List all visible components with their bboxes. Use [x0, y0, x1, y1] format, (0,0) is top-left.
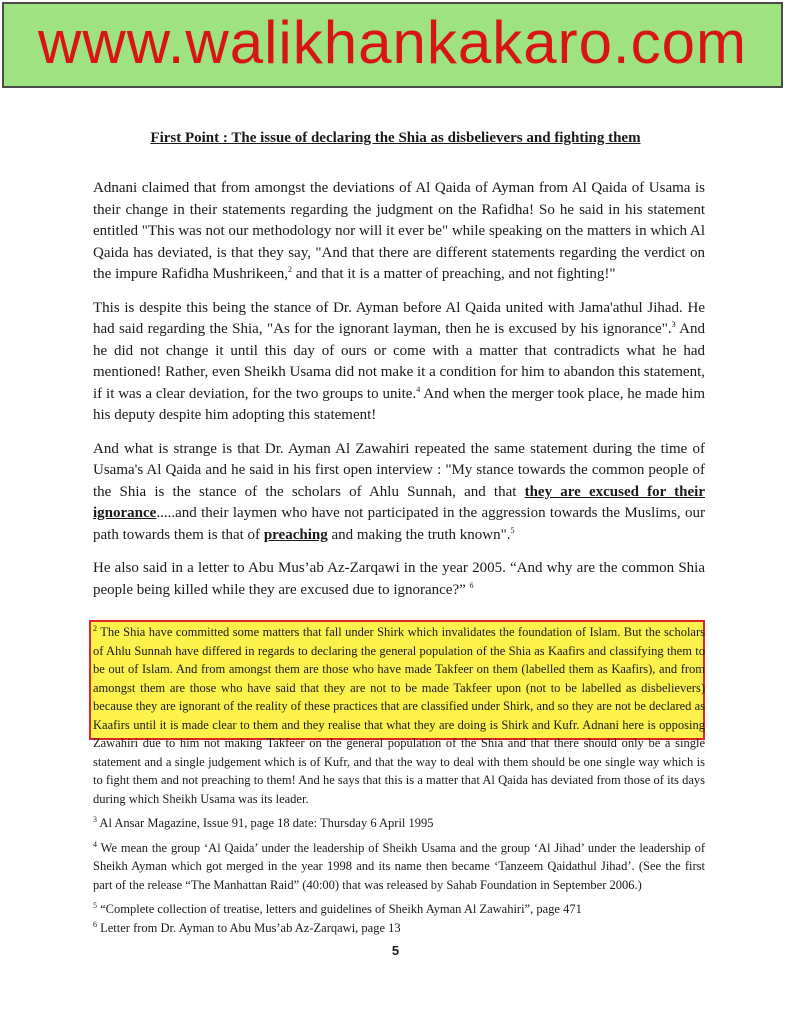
page-number: 5: [391, 943, 400, 958]
footnote-ref-2[interactable]: 2: [287, 265, 292, 274]
emphasis-preaching: preaching: [263, 526, 328, 543]
footnote-ref-6[interactable]: 6: [469, 580, 474, 590]
footnote-6: $^6$ Letter from Dr. Ayman to Abu Mus’ab Az-Zarqawi, page 13: [93, 919, 401, 935]
body-text: [93, 178, 705, 613]
paragraph-1: Adnani claimed that from amongst the deviations of Al Qaida of Ayman from Al Qaida of Usama is their change in their statements regarding the judgment on the Rafidha! So he said in his statement entitled "This was not our methodology nor will it ever be" while speaking on the matters in which Al Qaida has deviated, is that they say, "And that there are different statements regarding the verdict on the impure Rafidha Mushrikeen,$^2$ and that it is a matter of preaching, and not fighting!": [93, 180, 705, 282]
site-url: www.walikhankakaro.com: [38, 9, 747, 76]
footnote-2: $^2$ The Shia have committed some matters that fall under Shirk which invalidates the foundation of Islam. But the scholars of Ahlu Sunnah have differed in regards to declaring the general population of the Shia as Kaafirs and classifying them to be out of Islam. And from amongst them are those who have made Takfeer on them (labelled them as Kaafirs), and from amongst them are those who have said that they are not to be made Takfeer upon (not to be labelled as disbelievers) because they are ignorant of the reality of these practices that are classified under Shirk, and so they are not be declared as Kaafirs until it is made clear to them and they realise that what they are doing is Shirk and Kufr. Adnani here is opposing Zawahiri due to him not making Takfeer on the general population of the Shia and that there should only be a single statement and a single judgement which is of Kufr, and that the way to deal with them should be one single way which is to fight them and not preaching to them! And he says that this is a matter that Al Qaida has deviated from those of its days during which Sheikh Usama was its leader.: [93, 623, 705, 806]
paragraph-4: He also said in a letter to Abu Mus’ab Az-Zarqawi in the year 2005. “And why are the common Shia people being killed while they are excused due to ignorance?” $^6$: [93, 560, 705, 598]
footnote-5: $^5$ “Complete collection of treatise, letters and guidelines of Sheikh Ayman Al Zawahiri”, page 471: [93, 900, 582, 916]
footnote-3: $^3$ Al Ansar Magazine, Issue 91, page 18 date: Thursday 6 April 1995: [93, 814, 434, 830]
footnote-ref-5[interactable]: 5: [510, 525, 515, 535]
site-banner: [2, 2, 783, 88]
footnotes: [93, 623, 705, 943]
paragraph-2: This is despite this being the stance of Dr. Ayman before Al Qaida united with Jama'athul Jihad. He had said regarding the Shia, "As for the ignorant layman, then he is excused by his ignorance".$^3$ And he did not change it until this day of ours or come with a matter that contradicts what he had mentioned! Rather, even Sheikh Usama did not make it a condition for him to abandon this statement, if it was a clear deviation, for the two groups to unite.$^4$ And when the merger took place, he made him his deputy despite him adopting this statement!: [93, 299, 705, 423]
footnote-ref-4[interactable]: 4: [416, 384, 421, 394]
footnote-2-highlighted: The Shia have committed some matters that fall under Shirk which invalidates the foundation of Islam. But the scholars of Ahlu Sunnah have differed in regards to declaring the general population of the Shia as Kaafirs and classifying them to be out of Islam. And from amongst them are those who have made Takfeer on them (labelled them as Kaafirs), and from amongst them are those who have said that they are not to be made Takfeer upon (not to be labelled as disbelievers) because they are ignorant of the reality of these practices that are classified under Shirk, and so they are not be declared as Kaafirs until it is made clear to them and they realise that what they are doing is Shirk and Kufr.: [93, 625, 705, 732]
footnote-ref-3[interactable]: 3: [671, 320, 676, 329]
emphasis-excused: they are excused for their ignorance: [93, 483, 705, 521]
paragraph-3: And what is strange is that Dr. Ayman Al Zawahiri repeated the same statement during the time of Usama's Al Qaida and he said in his first open interview : "My stance towards the common people of the Shia is the stance of the scholars of Ahlu Sunnah, and that they are excused for their ignorance.....and their laymen who have not participated in the aggression towards the Muslims, our path towards them is that of preaching and making the truth known".$^5$: [93, 440, 705, 543]
section-heading: First Point : The issue of declaring the Shia as disbelievers and fighting them: [150, 130, 641, 146]
footnote-4: $^4$ We mean the group ‘Al Qaida’ under the leadership of Sheikh Usama and the group ‘Al Jihad’ under the leadership of Sheikh Ayman which got merged in the year 1998 and its name then became ‘Tanzeem Qaidathul Jihad’. (See the first part of the release “The Manhattan Raid” (40:00) that was released by Sahab Foundation in September 2006.): [93, 839, 705, 892]
